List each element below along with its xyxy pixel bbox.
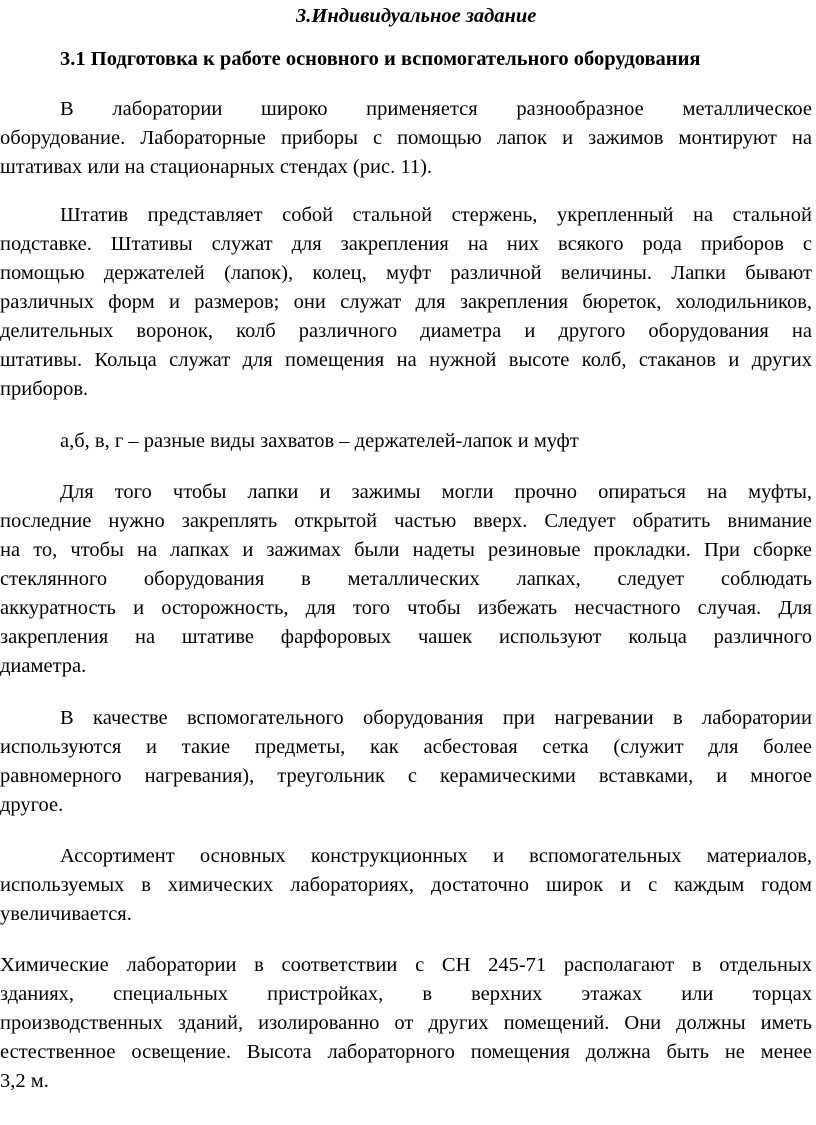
paragraph-line: аккуратность и осторожность, для того чтобы избежать несчастного случая. Для (0, 597, 812, 619)
paragraph-line: диаметра. (0, 655, 87, 677)
paragraph-line: подставке. Штативы служат для закрепления на них всякого рода приборов с (0, 233, 812, 255)
paragraph-line: используемых в химических лабораториях, достаточно широк и с каждым годом (0, 874, 812, 896)
paragraph-line: помощью держателей (лапок), колец, муфт различной величины. Лапки бывают (0, 262, 812, 284)
paragraph-line: равномерного нагревания), треугольник с керамическими вставками, и многое (0, 765, 812, 787)
paragraph-line: последние нужно закреплять открытой частью вверх. Следует обратить внимание (0, 510, 812, 532)
document-title: 3.Индивидуальное задание (296, 5, 537, 27)
section-heading: 3.1 Подготовка к работе основного и вспомогательного оборудования (60, 48, 701, 70)
paragraph-line: Ассортимент основных конструкционных и вспомогательных материалов, (60, 845, 812, 867)
paragraph-line: стеклянного оборудования в металлических лапках, следует соблюдать (0, 568, 812, 590)
paragraph-line: Штатив представляет собой стальной стержень, укрепленный на стальной (60, 204, 812, 226)
paragraph-line: 3,2 м. (0, 1070, 49, 1092)
paragraph-line: В качестве вспомогательного оборудования при нагревании в лаборатории (60, 707, 812, 729)
paragraph-line: оборудование. Лабораторные приборы с помощью лапок и зажимов монтируют на (0, 127, 812, 149)
paragraph-line: естественное освещение. Высота лабораторного помещения должна быть не менее (0, 1041, 812, 1063)
paragraph-line: делительных воронок, колб различного диаметра и другого оборудования на (0, 320, 812, 342)
paragraph-line: на то, чтобы на лапках и зажимах были надеты резиновые прокладки. При сборке (0, 539, 812, 561)
paragraph-line: увеличивается. (0, 903, 132, 925)
paragraph-line: В лаборатории широко применяется разнообразное металлическое (60, 98, 812, 120)
caption-line: а,б, в, г – разные виды захватов – держателей-лапок и муфт (60, 430, 579, 452)
paragraph-line: различных форм и размеров; они служат для закрепления бюреток, холодильников, (0, 291, 812, 313)
paragraph-line: закрепления на штативе фарфоровых чашек используют кольца различного (0, 626, 812, 648)
paragraph-line: другое. (0, 794, 64, 816)
paragraph-line: Химические лаборатории в соответствии с СН 245-71 располагают в отдельных (0, 954, 812, 976)
paragraph-line: Для того чтобы лапки и зажимы могли прочно опираться на муфты, (60, 481, 812, 503)
paragraph-line: приборов. (0, 378, 89, 400)
paragraph-line: используются и такие предметы, как асбестовая сетка (служит для более (0, 736, 812, 758)
paragraph-line: штативах или на стационарных стендах (рис. 11). (0, 156, 433, 178)
paragraph-line: штативы. Кольца служат для помещения на нужной высоте колб, стаканов и других (0, 349, 812, 371)
paragraph-line: зданиях, специальных пристройках, в верхних этажах или торцах (0, 983, 812, 1005)
paragraph-line: производственных зданий, изолированно от других помещений. Они должны иметь (0, 1012, 812, 1034)
